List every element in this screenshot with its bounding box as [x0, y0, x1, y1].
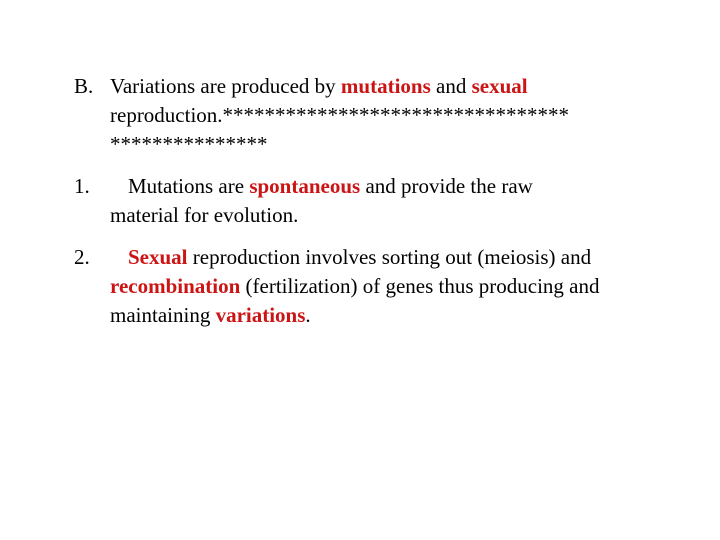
highlight-mutations: mutations	[340, 74, 431, 98]
item-b-text-4: ***************	[110, 132, 268, 156]
item-2-text-3: maintaining	[110, 303, 216, 327]
highlight-sexual: sexual	[471, 74, 528, 98]
item-text-2	[110, 243, 694, 330]
outline-item-2	[74, 243, 694, 330]
item-1-text-1: Mutations are	[128, 174, 250, 198]
item-2-text-1: reproduction involves sorting out (meiosis) and	[187, 245, 592, 269]
item-marker-b: B.	[74, 74, 94, 98]
item-marker-2: 2.	[74, 245, 90, 269]
highlight-spontaneous: spontaneous	[249, 174, 361, 198]
item-2-text-4: .	[305, 303, 311, 327]
item-text-b	[110, 72, 694, 159]
item-1-text-2: and provide the raw	[360, 174, 533, 198]
item-b-text-1: Variations are produced by	[110, 74, 341, 98]
item-text-1	[110, 172, 694, 230]
highlight-sexual-2: Sexual	[128, 245, 188, 269]
item-b-text-2: and	[430, 74, 472, 98]
item-b-text-3: reproduction.*********************************	[110, 103, 570, 127]
outline-item-b	[74, 72, 694, 159]
item-marker-1: 1.	[74, 174, 90, 198]
highlight-recombination: recombination	[110, 274, 241, 298]
item-1-text-3: material for evolution.	[110, 203, 299, 227]
outline-item-1	[74, 172, 694, 230]
highlight-variations: variations	[215, 303, 306, 327]
item-2-text-2: (fertilization) of genes thus producing and	[240, 274, 600, 298]
